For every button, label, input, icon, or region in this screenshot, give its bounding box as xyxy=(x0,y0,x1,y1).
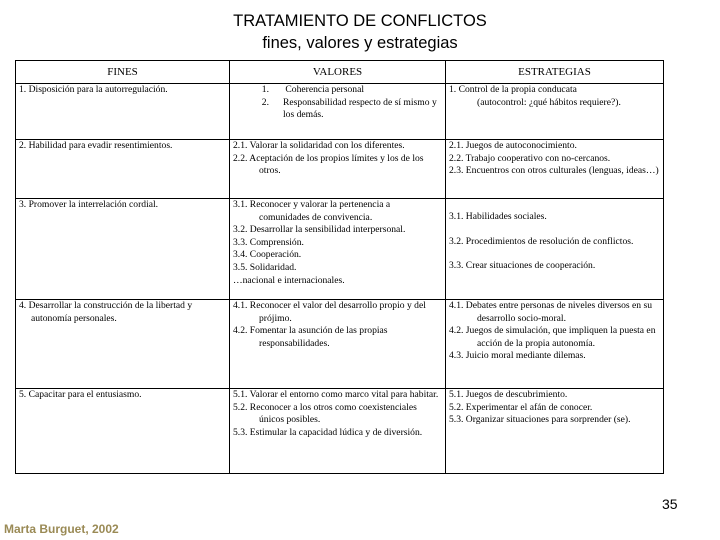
valores-item: 2.2. Aceptación de los propios límites y los de los otros. xyxy=(233,152,424,177)
fines-text: 4. Desarrollar la construcción de la libertad y autonomía personales. xyxy=(19,300,193,324)
valores-item: 3.1. Reconocer y valorar la pertenencia a comunidades de convivencia. xyxy=(233,199,391,223)
valores-item xyxy=(233,97,442,122)
fines-text: 5. Capacitar para el entusiasmo. xyxy=(19,389,142,400)
valores-item: 5.1. Valorar el entorno como marco vital para habitar. xyxy=(233,389,439,400)
estrategias-item: 2.2. Trabajo cooperativo con no-cercanos. xyxy=(449,152,611,164)
header-valores: VALORES xyxy=(230,61,446,84)
fines-cell xyxy=(16,84,230,140)
valores-item: 3.2. Desarrollar la sensibilidad interpersonal. xyxy=(233,224,406,236)
table-header-row xyxy=(16,61,664,84)
valores-item: 5.2. Reconocer a los otros como coexistenciales únicos posibles. xyxy=(233,401,417,426)
slide-title xyxy=(0,10,720,54)
valores-text: Coherencia personal xyxy=(285,84,364,95)
valores-item: 3.4. Cooperación. xyxy=(233,249,302,261)
valores-item: 5.3. Estimular la capacidad lúdica y de diversión. xyxy=(233,426,423,438)
estrategias-item: 1. Control de la propia conducata xyxy=(449,84,577,95)
estrategias-cell xyxy=(446,389,664,474)
author-credit: Marta Burguet, 2002 xyxy=(4,522,119,536)
fines-cell xyxy=(16,140,230,199)
valores-text: Responsabilidad respecto de sí mismo y los demás. xyxy=(283,96,437,121)
table-row xyxy=(16,84,664,140)
table-row xyxy=(16,140,664,199)
valores-item: 3.5. Solidaridad. xyxy=(233,261,297,273)
title-line-1: TRATAMIENTO DE CONFLICTOS xyxy=(233,12,487,30)
estrategias-item: 5.2. Experimentar el afán de conocer. xyxy=(449,401,593,413)
estrategias-item: 2.3. Encuentros con otros culturales (lenguas, ideas…) xyxy=(449,165,659,177)
fines-cell xyxy=(16,199,230,300)
estrategias-item: (autocontrol: ¿qué hábitos requiere?). xyxy=(477,96,621,108)
estrategias-item: 4.2. Juegos de simulación, que impliquen la puesta en acción de la propia autonomía. xyxy=(449,325,656,349)
estrategias-item: 3.1. Habilidades sociales. xyxy=(449,211,547,222)
valores-cell xyxy=(230,300,446,389)
estrategias-item: 3.3. Crear situaciones de cooperación. xyxy=(449,260,596,272)
header-fines: FINES xyxy=(16,61,230,84)
valores-item: 2.1. Valorar la solidaridad con los diferentes. xyxy=(233,140,405,151)
valores-number: 1. xyxy=(261,84,269,95)
table-row xyxy=(16,199,664,300)
conflict-table xyxy=(15,60,664,474)
fines-cell xyxy=(16,300,230,389)
estrategias-cell xyxy=(446,84,664,140)
estrategias-item: 5.3. Organizar situaciones para sorprender (se). xyxy=(449,414,631,426)
fines-text: 2. Habilidad para evadir resentimientos. xyxy=(19,140,173,151)
estrategias-cell xyxy=(446,300,664,389)
estrategias-item: 3.2. Procedimientos de resolución de conflictos. xyxy=(449,235,634,247)
estrategias-item: 4.3. Juicio moral mediante dilemas. xyxy=(449,350,586,362)
fines-cell xyxy=(16,389,230,474)
estrategias-item: 2.1. Juegos de autoconocimiento. xyxy=(449,140,577,151)
valores-item: …nacional e internacionales. xyxy=(233,274,345,286)
table-row xyxy=(16,389,664,474)
estrategias-cell xyxy=(446,140,664,199)
valores-item xyxy=(233,84,442,97)
header-estrategias: ESTRATEGIAS xyxy=(446,61,664,84)
valores-number: 2. xyxy=(261,96,269,108)
valores-cell xyxy=(230,389,446,474)
valores-item: 4.1. Reconocer el valor del desarrollo propio y del prójimo. xyxy=(233,300,426,324)
fines-text: 3. Promover la interrelación cordial. xyxy=(19,199,159,210)
estrategias-item: 5.1. Juegos de descubrimiento. xyxy=(449,389,568,400)
estrategias-item: 4.1. Debates entre personas de niveles diversos en su desarrollo socio-moral. xyxy=(449,300,653,324)
valores-cell xyxy=(230,140,446,199)
valores-cell xyxy=(230,84,446,140)
page-number: 35 xyxy=(662,496,678,512)
valores-item: 4.2. Fomentar la asunción de las propias responsabilidades. xyxy=(233,325,388,349)
title-line-2: fines, valores y estrategias xyxy=(262,34,458,52)
valores-item: 3.3. Comprensión. xyxy=(233,236,304,248)
valores-cell xyxy=(230,199,446,300)
fines-text: 1. Disposición para la autorregulación. xyxy=(19,84,168,95)
estrategias-cell xyxy=(446,199,664,300)
table-row xyxy=(16,300,664,389)
